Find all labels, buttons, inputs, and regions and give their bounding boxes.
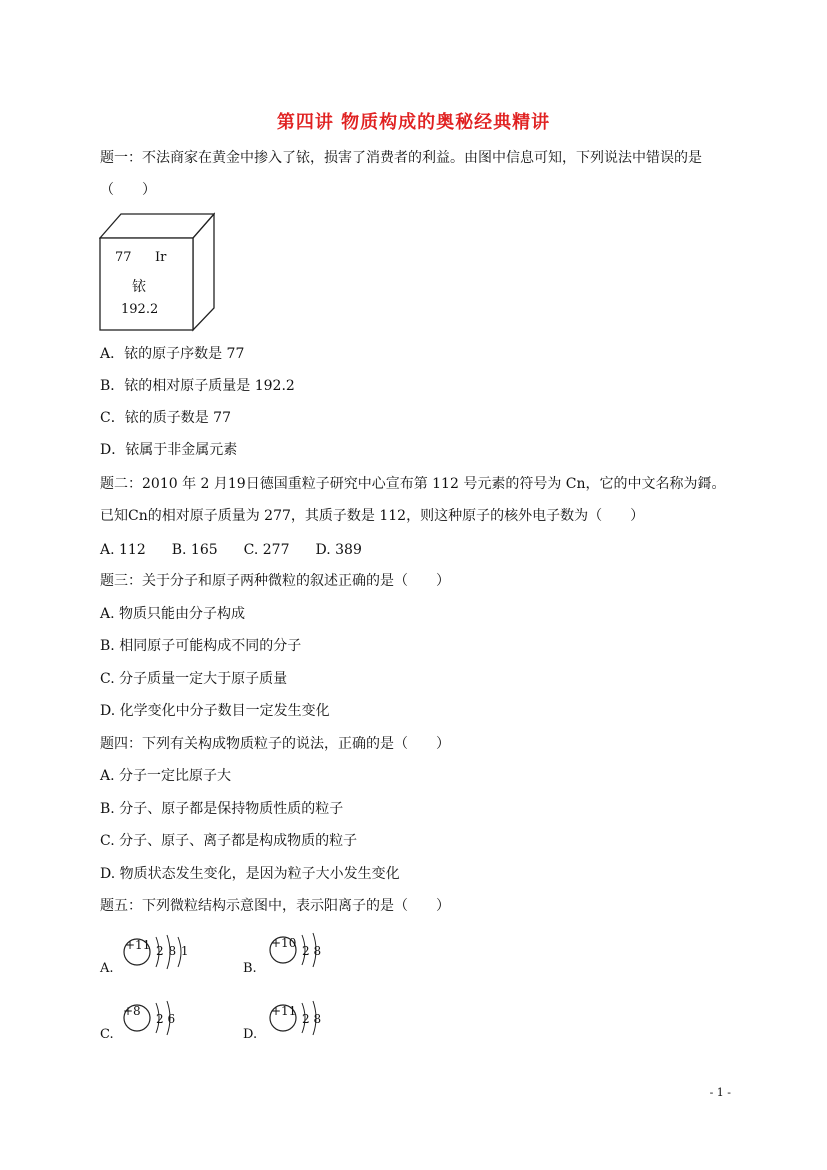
q3-option-c: C. 分子质量一定大于原子质量 xyxy=(100,671,288,687)
q1-stem: 题一：不法商家在黄金中掺入了铱，损害了消费者的利益。由图中信息可知，下列说法中错误的是 xyxy=(100,150,702,166)
q5-option-c-label: C. xyxy=(100,1027,114,1042)
nucleus-charge: +11 xyxy=(125,938,151,952)
nucleus-charge: +10 xyxy=(271,936,297,950)
q2-option-d: D. 389 xyxy=(315,542,362,558)
q1-stem-blank: （ ） xyxy=(100,182,156,198)
q4-option-c: C. 分子、原子、离子都是构成物质的粒子 xyxy=(100,833,358,849)
element-mass: 192.2 xyxy=(121,302,159,317)
q3-option-a: A. 物质只能由分子构成 xyxy=(100,606,246,622)
element-symbol: Ir xyxy=(155,250,167,265)
q4-stem: 题四：下列有关构成物质粒子的说法，正确的是（ ） xyxy=(100,736,450,752)
q2-option-c: C. 277 xyxy=(243,542,290,558)
nucleus-charge: +11 xyxy=(271,1004,297,1018)
q5-stem: 题五：下列微粒结构示意图中，表示阳离子的是（ ） xyxy=(100,898,450,914)
element-name: 铱 xyxy=(132,279,146,295)
shell-electrons: 2 8 xyxy=(302,944,322,958)
q3-stem: 题三：关于分子和原子两种微粒的叙述正确的是（ ） xyxy=(100,573,450,589)
q3-option-b: B. 相同原子可能构成不同的分子 xyxy=(100,638,302,654)
q1-option-c: C．铱的质子数是 77 xyxy=(100,410,231,426)
q5-option-a-label: A. xyxy=(100,961,114,976)
shell-electrons: 2 8 xyxy=(302,1012,322,1026)
atom-diagram-c xyxy=(118,994,198,1044)
q4-option-b: B. 分子、原子都是保持物质性质的粒子 xyxy=(100,801,344,817)
atom-diagram-b xyxy=(264,926,344,976)
page-title: 第四讲 物质构成的奥秘经典精讲 xyxy=(276,112,551,133)
q1-option-d: D．铱属于非金属元素 xyxy=(100,442,238,458)
q5-option-d-label: D. xyxy=(243,1027,258,1042)
q1-option-a: A．铱的原子序数是 77 xyxy=(100,346,245,362)
element-card-iridium xyxy=(99,212,215,332)
q2-option-b: B. 165 xyxy=(171,542,218,558)
q3-option-d: D. 化学变化中分子数目一定发生变化 xyxy=(100,703,330,719)
q2-options xyxy=(100,540,388,560)
q5-option-b-label: B. xyxy=(243,961,257,976)
q2-stem-line2: 已知Cn的相对原子质量为 277，其质子数是 112，则这种原子的核外电子数为（ ） xyxy=(100,508,645,524)
q1-option-b: B．铱的相对原子质量是 192.2 xyxy=(100,378,295,394)
nucleus-charge: +8 xyxy=(123,1004,141,1018)
q4-option-d: D. 物质状态发生变化，是因为粒子大小发生变化 xyxy=(100,866,400,882)
page-number: - 1 - xyxy=(709,1086,731,1099)
shell-electrons: 2 8 1 xyxy=(156,944,189,958)
atom-diagram-a xyxy=(118,928,198,978)
q2-option-a: A. 112 xyxy=(100,542,146,558)
shell-electrons: 2 6 xyxy=(156,1012,176,1026)
atom-diagram-d xyxy=(264,994,344,1044)
element-atomic-number: 77 xyxy=(115,250,132,265)
q4-option-a: A. 分子一定比原子大 xyxy=(100,768,232,784)
q2-stem: 题二：2010 年 2 月19日德国重粒子研究中心宣布第 112 号元素的符号为 Cn，它的中文名称为鎶。 xyxy=(100,476,726,492)
